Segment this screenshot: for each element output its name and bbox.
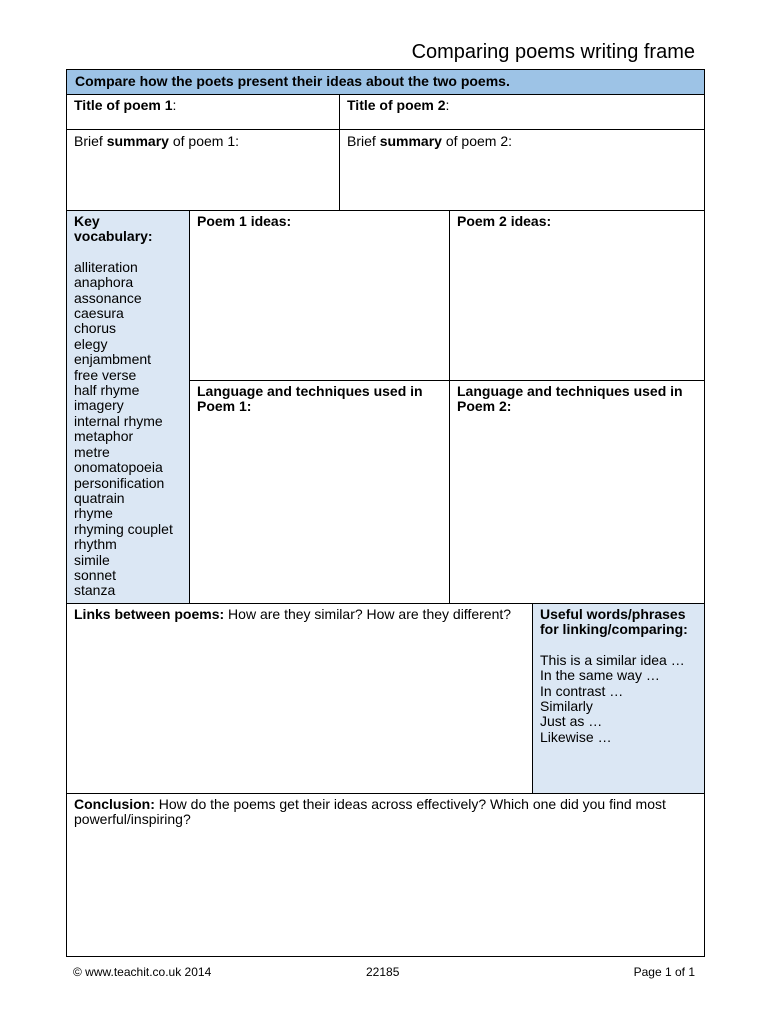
writing-frame-table [66,69,705,957]
links-between-poems-cell[interactable] [67,603,532,793]
vocabulary-term: metaphor [74,428,134,445]
vocabulary-term: free verse [74,366,137,383]
vocabulary-term: sonnet [74,566,117,583]
poem1-title-cell[interactable] [67,94,339,129]
poem2-language-label: Language and techniques used in Poem 2: [457,383,683,415]
vocabulary-term: stanza [74,582,116,599]
poem2-ideas-label: Poem 2 ideas: [457,213,552,229]
vocabulary-term: metre [74,443,110,460]
vocabulary-term: enjambment [74,351,152,368]
poem1-ideas-label: Poem 1 ideas: [197,213,292,229]
vocabulary-term: assonance [74,289,142,306]
useful-phrases-list [540,653,697,745]
poem2-title-suffix: : [445,97,450,113]
useful-phrases-cell [532,603,704,793]
vocabulary-list [74,260,182,599]
linking-phrase: In contrast … [540,682,624,699]
linking-phrase: Just as … [540,713,603,730]
poem2-title-label: Title of poem 2 [347,97,446,113]
vocabulary-term: chorus [74,320,117,337]
vocabulary-term: rhythm [74,536,117,553]
summary1-bold: summary [106,133,169,149]
conclusion-label: Conclusion: [74,796,155,812]
vocabulary-term: elegy [74,335,108,352]
vocabulary-term: rhyming couplet [74,520,173,537]
poem2-summary-cell[interactable] [339,129,704,210]
linking-phrase: Similarly [540,698,593,715]
vocabulary-term: anaphora [74,274,134,291]
poem1-ideas-cell[interactable] [189,210,449,380]
footer-code: 22185 [366,965,400,979]
poem1-language-label: Language and techniques used in Poem 1: [197,383,423,415]
poem2-title-cell[interactable] [339,94,704,129]
vocabulary-term: half rhyme [74,382,140,399]
footer-copyright: © www.teachit.co.uk 2014 [73,965,212,979]
vocabulary-term: quatrain [74,489,125,506]
poem2-ideas-cell[interactable] [449,210,704,380]
links-prompt: How are they similar? How are they different? [224,606,512,622]
summary1-prefix: Brief [74,133,107,149]
poem1-summary-cell[interactable] [67,129,339,210]
summary1-suffix: of poem 1: [168,133,239,149]
key-vocabulary-cell [67,210,189,603]
linking-phrase: This is a similar idea … [540,651,685,668]
conclusion-cell[interactable] [67,793,704,956]
links-label: Links between poems: [74,606,225,622]
useful-phrases-label: Useful words/phrases for linking/comparing: [540,606,688,638]
vocabulary-term: simile [74,551,110,568]
poem1-title-suffix: : [172,97,177,113]
footer-page-number: Page 1 of 1 [633,965,695,979]
conclusion-prompt: How do the poems get their ideas across effectively? Which one did you find most powerful/inspiring? [74,796,666,828]
instruction-header: Compare how the poets present their ideas about the two poems. [67,70,704,94]
linking-phrase: In the same way … [540,667,660,684]
vocabulary-term: alliteration [74,258,138,275]
summary2-suffix: of poem 2: [441,133,512,149]
poem1-title-label: Title of poem 1 [74,97,173,113]
vocabulary-term: personification [74,474,165,491]
poem1-language-cell[interactable] [189,380,449,603]
vocabulary-term: imagery [74,397,124,414]
vocabulary-term: rhyme [74,505,113,522]
vocabulary-term: onomatopoeia [74,459,163,476]
summary2-prefix: Brief [347,133,380,149]
key-vocabulary-label: Key vocabulary: [74,213,153,245]
page-title: Comparing poems writing frame [411,41,695,63]
vocabulary-term: caesura [74,305,124,322]
poem2-language-cell[interactable] [449,380,704,603]
vocabulary-term: internal rhyme [74,412,163,429]
summary2-bold: summary [379,133,442,149]
linking-phrase: Likewise … [540,728,612,745]
